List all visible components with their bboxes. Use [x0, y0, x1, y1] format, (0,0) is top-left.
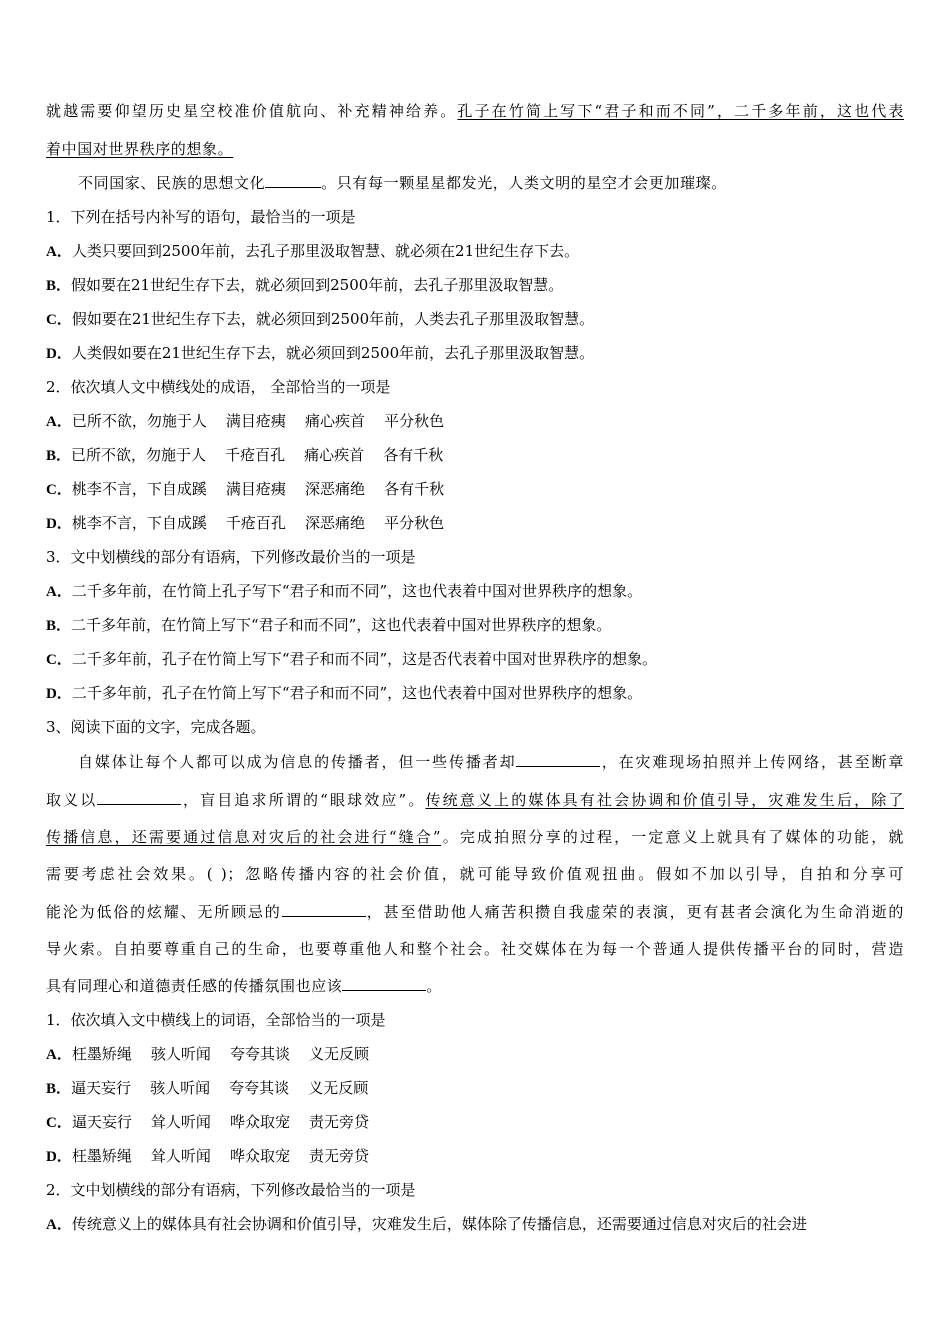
- question-option: D．桃李不言，下自成蹊 千疮百孔 深恶痛绝 平分秋色: [46, 514, 445, 532]
- question-option: B．假如要在21世纪生存下去，就必须回到2500年前，去孔子那里汲取智慧。: [46, 276, 564, 294]
- fill-blank: [265, 173, 321, 188]
- fill-blank: [97, 790, 181, 805]
- fill-blank: [342, 976, 426, 991]
- passage2-underlined-text: 传统意义上的媒体具有社会协调和价值引导，灾难发生后，除了: [425, 791, 904, 809]
- question-stem: 3．文中划横线的部分有语病，下列修改最价当的一项是: [46, 548, 416, 566]
- passage2-line-6: 导火索。自拍要尊重自己的生命，也要尊重他人和整个社会。社交媒体在为每一个普通人提供传播平台的同时，营造: [46, 940, 904, 958]
- question-option: A．已所不欲，勿施于人 满目疮痍 痛心疾首 平分秋色: [46, 412, 445, 430]
- question-option: C．二千多年前，孔子在竹简上写下“君子和而不同”，这是否代表着中国对世界秩序的想象。: [46, 650, 658, 668]
- passage1-line-1: [46, 101, 904, 121]
- passage2-line-2: 取义以 ，盲目追求所谓的“眼球效应”。传统意义上的媒体具有社会协调和价值引导，灾难发生后，除了: [46, 791, 904, 809]
- question-stem: 1．下列在括号内补写的语句，最恰当的一项是: [46, 208, 356, 226]
- question-option: A．二千多年前，在竹简上孔子写下“君子和而不同”，这也代表着中国对世界秩序的想象。: [46, 582, 643, 600]
- passage1-underlined-text: 孔子在竹简上写下“君子和而不同”，二千多年前，这也代表: [457, 102, 904, 120]
- question-stem: 1．依次填入文中横线上的词语，全部恰当的一项是: [46, 1011, 386, 1029]
- question-option: A．传统意义上的媒体具有社会协调和价值引导，灾难发生后，媒体除了传播信息，还需要通过信息对灾后的社会进: [46, 1215, 807, 1233]
- passage2-underlined-text: 传播信息，还需要通过信息对灾后的社会进行“缝合”: [46, 828, 442, 846]
- passage1-line-3: 不同国家、民族的思想文化 。只有每一颗星星都发光，人类文明的星空才会更加璀璨。: [78, 174, 727, 192]
- question-option: A．枉墨矫绳 骇人听闻 夸夸其谈 义无反顾: [46, 1045, 370, 1063]
- question-option: D．人类假如要在21世纪生存下去，就必须回到2500年前，去孔子那里汲取智慧。: [46, 344, 595, 362]
- question-option: B．二千多年前，在竹简上写下“君子和而不同”，这也代表着中国对世界秩序的想象。: [46, 616, 612, 634]
- question-option: D．枉墨矫绳 耸人听闻 哗众取宠 责无旁贷: [46, 1147, 370, 1165]
- passage2-line-1: 自媒体让每个人都可以成为信息的传播者，但一些传播者却 ，在灾难现场拍照并上传网络，甚至断章: [78, 753, 904, 771]
- question-stem: 2．文中划横线的部分有语病，下列修改最恰当的一项是: [46, 1181, 416, 1199]
- section-heading: 3、阅读下面的文字，完成各题。: [46, 718, 266, 736]
- passage1-line-2: [46, 139, 904, 159]
- question-option: B．已所不欲，勿施于人 千疮百孔 痛心疾首 各有千秋: [46, 446, 444, 464]
- question-option: C．桃李不言，下自成蹊 满目疮痍 深恶痛绝 各有千秋: [46, 480, 445, 498]
- question-option: C．逼天妄行 耸人听闻 哗众取宠 责无旁贷: [46, 1113, 370, 1131]
- passage2-line-4: 需要考虑社会效果。( )；忽略传播内容的社会价值，就可能导致价值观扭曲。假如不加以引导，自拍和分享可: [46, 865, 904, 883]
- question-stem: 2．依次填人文中横线处的成语， 全部恰当的一项是: [46, 378, 391, 396]
- passage1-text: 就越需要仰望历史星空校准价值航向、补充精神给养。: [46, 102, 458, 120]
- passage2-line-5: 能沦为低俗的炫耀、无所顾忌的 ，甚至借助他人痛苦积攒自我虚荣的表演，更有甚者会演化为生命消逝的: [46, 903, 904, 921]
- fill-blank: [516, 752, 600, 767]
- passage2-line-7: 具有同理心和道德责任感的传播氛围也应该 。: [46, 977, 443, 995]
- question-option: D．二千多年前，孔子在竹简上写下“君子和而不同”，这也代表着中国对世界秩序的想象。: [46, 684, 643, 702]
- passage1-underlined-text: 着中国对世界秩序的想象。: [46, 140, 234, 158]
- passage2-line-3: 传播信息，还需要通过信息对灾后的社会进行“缝合”。完成拍照分享的过程，一定意义上就具有了媒体的功能，就: [46, 828, 904, 846]
- question-option: A．人类只要回到2500年前，去孔子那里汲取智慧、就必须在21世纪生存下去。: [46, 242, 580, 260]
- question-option: B．逼天妄行 骇人听闻 夸夸其谈 义无反顾: [46, 1079, 369, 1097]
- question-option: C．假如要在21世纪生存下去，就必须回到2500年前，人类去孔子那里汲取智慧。: [46, 310, 595, 328]
- fill-blank: [282, 902, 366, 917]
